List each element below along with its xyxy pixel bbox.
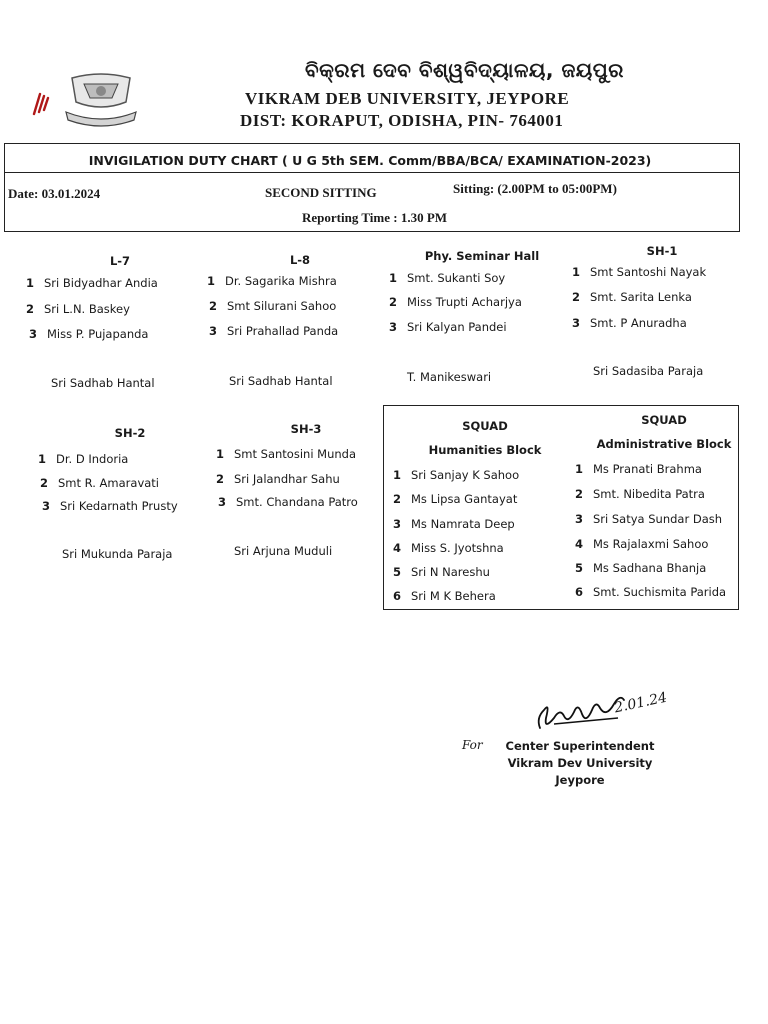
handwritten-for: For <box>462 738 483 752</box>
list-item: 6 Smt. Suchismita Parida <box>575 585 727 599</box>
list-item: 6 Sri M K Behera <box>393 589 496 603</box>
squad-box <box>383 405 739 610</box>
list-item: 3 Sri Prahallad Panda <box>209 324 339 338</box>
list-item: 1 Dr. Sagarika Mishra <box>207 274 337 288</box>
signatory-title: Center Superintendent <box>505 739 655 753</box>
sitting-time: Sitting: (2.00PM to 05:00PM) <box>453 181 617 196</box>
list-item: 1 Ms Pranati Brahma <box>575 462 702 476</box>
squad-heading: SQUAD <box>462 419 508 433</box>
list-item: 2 Smt. Sarita Lenka <box>572 290 692 304</box>
room-supervisor: Sri Sadasiba Paraja <box>593 364 704 378</box>
list-item: 3 Sri Kedarnath Prusty <box>42 499 178 513</box>
university-address: DIST: KORAPUT, ODISHA, PIN- 764001 <box>240 111 564 130</box>
reporting-time: Reporting Time : 1.30 PM <box>302 210 448 225</box>
list-item: 3 Sri Kalyan Pandei <box>389 320 507 334</box>
list-item: 3 Miss P. Pujapanda <box>29 327 149 341</box>
signatory-place: Jeypore <box>555 773 605 787</box>
room-heading: L-7 <box>109 254 131 268</box>
list-item: 2 Miss Trupti Acharjya <box>389 295 522 309</box>
list-item: 2 Smt R. Amaravati <box>40 476 160 490</box>
room-heading: SH-1 <box>646 244 678 258</box>
list-item: 2 Sri L.N. Baskey <box>26 302 130 316</box>
squad-block: Humanities Block <box>428 443 542 457</box>
room-heading: Phy. Seminar Hall <box>424 249 540 263</box>
university-name: VIKRAM DEB UNIVERSITY, JEYPORE <box>245 89 570 108</box>
room-supervisor: Sri Sadhab Hantal <box>229 374 333 388</box>
list-item: 1 Smt Santoshi Nayak <box>572 265 707 279</box>
list-item: 4 Ms Rajalaxmi Sahoo <box>575 537 709 551</box>
room-heading: L-8 <box>289 253 311 267</box>
list-item: 2 Sri Jalandhar Sahu <box>216 472 340 486</box>
list-item: 4 Miss S. Jyotshna <box>393 541 504 555</box>
list-item: 2 Smt. Nibedita Patra <box>575 487 705 501</box>
list-item: 5 Sri N Nareshu <box>393 565 490 579</box>
list-item: 3 Smt. P Anuradha <box>572 316 687 330</box>
list-item: 1 Smt. Sukanti Soy <box>389 271 506 285</box>
list-item: 1 Sri Bidyadhar Andia <box>26 276 158 290</box>
room-heading: SH-2 <box>114 426 146 440</box>
room-heading: SH-3 <box>290 422 322 436</box>
squad-heading: SQUAD <box>641 413 687 427</box>
list-item: 3 Sri Satya Sundar Dash <box>575 512 723 526</box>
list-item: 1 Sri Sanjay K Sahoo <box>393 468 520 482</box>
red-mark-icon <box>30 88 52 120</box>
squad-block: Administrative Block <box>596 437 732 451</box>
list-item: 2 Smt Silurani Sahoo <box>209 299 337 313</box>
handwritten-date: 2.01.24 <box>612 689 669 717</box>
list-item: 1 Smt Santosini Munda <box>216 447 357 461</box>
chart-title: INVIGILATION DUTY CHART ( U G 5th SEM. Comm/BBA/BCA/ EXAMINATION-2023) <box>88 153 652 168</box>
list-item: 3 Smt. Chandana Patro <box>218 495 358 509</box>
sitting-name: SECOND SITTING <box>265 185 377 200</box>
room-supervisor: Sri Sadhab Hantal <box>51 376 155 390</box>
list-item: 1 Dr. D Indoria <box>38 452 129 466</box>
list-item: 5 Ms Sadhana Bhanja <box>575 561 707 575</box>
university-logo <box>62 72 140 128</box>
room-supervisor: Sri Arjuna Muduli <box>234 544 333 558</box>
room-supervisor: Sri Mukunda Paraja <box>62 547 173 561</box>
university-name-odia: ବିକ୍ରମ ଦେବ ବିଶ୍ୱବିଦ୍ୟାଳୟ, ଜୟପୁର <box>305 58 624 82</box>
room-supervisor: T. Manikeswari <box>407 370 492 384</box>
list-item: 2 Ms Lipsa Gantayat <box>393 492 518 506</box>
signatory-university: Vikram Dev University <box>507 756 653 770</box>
signature-block <box>500 738 660 789</box>
list-item: 3 Ms Namrata Deep <box>393 517 515 531</box>
exam-date: Date: 03.01.2024 <box>8 186 101 201</box>
